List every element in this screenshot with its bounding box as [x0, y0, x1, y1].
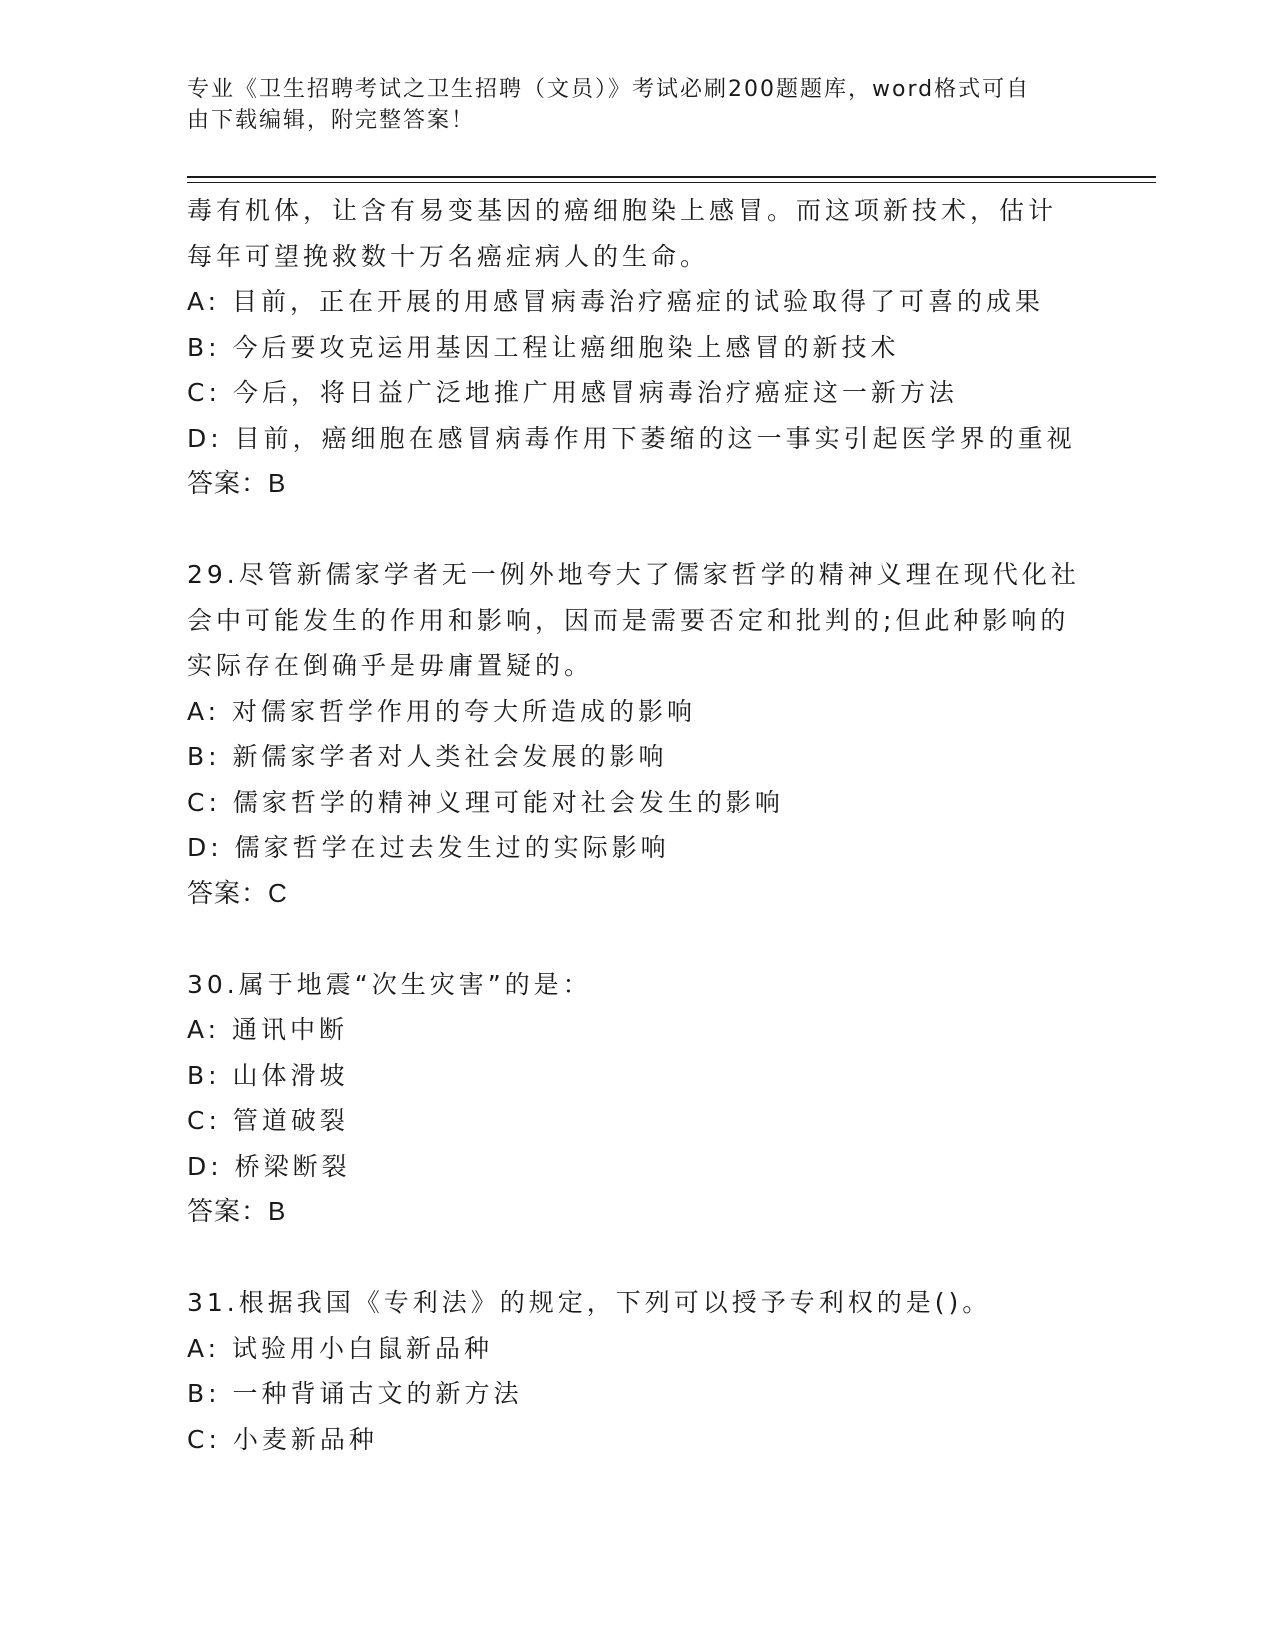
option-d: D: 目前，癌细胞在感冒病毒作用下萎缩的这一事实引起医学界的重视: [187, 423, 1076, 453]
option-b: B: 新儒家学者对人类社会发展的影响: [187, 742, 668, 771]
option-c: C: 管道破裂: [187, 1106, 349, 1135]
option-c: C: 今后，将日益广泛地推广用感冒病毒治疗癌症这一新方法: [187, 378, 958, 407]
option-c: C: 小麦新品种: [187, 1424, 378, 1454]
document-header: [187, 74, 1067, 136]
option-b: B: 山体滑坡: [187, 1060, 349, 1090]
answer-line: 答案：C: [187, 877, 288, 908]
option-a: A: 试验用小白鼠新品种: [187, 1333, 494, 1363]
option-a: A: 通讯中断: [187, 1015, 349, 1044]
question-stem-line: 30.属于地震“次生灾害”的是：: [187, 969, 592, 999]
option-d: D: 儒家哲学在过去发生过的实际影响: [187, 833, 670, 862]
option-a: A: 对儒家哲学作用的夸大所造成的影响: [187, 696, 697, 726]
answer-line: 答案：B: [187, 1196, 287, 1226]
header-title-line-2: 由下载编辑，附完整答案！: [187, 108, 476, 133]
answer-line: 答案：B: [187, 468, 287, 498]
option-a: A: 目前，正在开展的用感冒病毒治疗癌症的试验取得了可喜的成果: [187, 287, 1045, 316]
question-stem-line: 每年可望挽救数十万名癌症病人的生命。: [187, 241, 710, 271]
option-d: D: 桥梁断裂: [187, 1151, 351, 1181]
question-list: [187, 188, 1087, 1462]
question-stem-line: 31.根据我国《专利法》的规定，下列可以授予专利权的是()。: [187, 1288, 992, 1317]
option-c: C: 儒家哲学的精神义理可能对社会发生的影响: [187, 787, 784, 817]
question-stem-line: 会中可能发生的作用和影响，因而是需要否定和批判的;但此种影响的: [187, 605, 1070, 635]
question-stem-line: 实际存在倒确乎是毋庸置疑的。: [187, 651, 594, 680]
header-divider-thick: [187, 176, 1156, 178]
question-31: [187, 1280, 1087, 1462]
option-b: B: 一种背诵古文的新方法: [187, 1379, 523, 1408]
question-29: [187, 552, 1087, 916]
question-28-continuation: [187, 188, 1087, 507]
header-divider-thin: [187, 182, 1156, 183]
question-30: [187, 962, 1087, 1235]
option-b: B: 今后要攻克运用基因工程让癌细胞染上感冒的新技术: [187, 332, 900, 362]
header-title-line-1: 专业《卫生招聘考试之卫生招聘（文员）》考试必刷200题题库，word格式可自: [187, 77, 1031, 102]
question-stem-line: 29.尽管新儒家学者无一例外地夸大了儒家哲学的精神义理在现代化社: [187, 560, 1080, 589]
question-stem-line: 毒有机体，让含有易变基因的癌细胞染上感冒。而这项新技术，估计: [187, 196, 1058, 225]
